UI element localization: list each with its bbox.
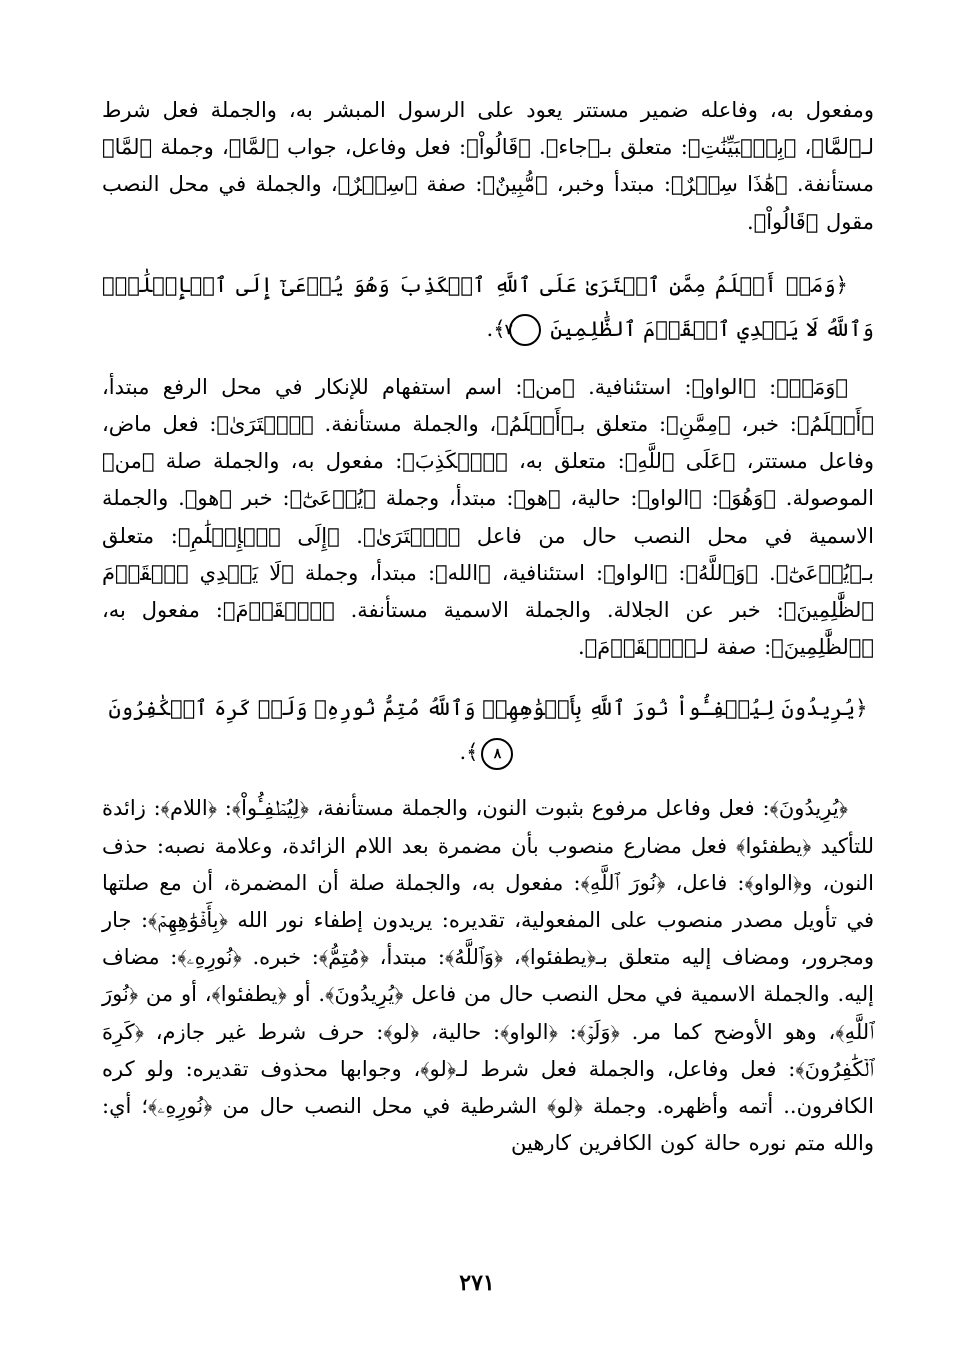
spacer [102,351,874,369]
verse-8-close: ﴾. [459,740,479,765]
page-number: ٢٧١ [459,1270,495,1296]
paragraph-verse6-analysis-end: ومفعول به، وفاعله ضمير مستتر يعود على الرسول المبشر به، والجملة فعل شرط لـ﴿لمَّا﴾، ﴿بِٱلۡبَيِّنَٰتِ﴾: متعلق بـ﴿جاء﴾. ﴿قَالُواْ﴾: فعل وفاعل، جواب ﴿لمَّا﴾، وجملة ﴿لمَّا﴾ مستأنفة. ﴿هَٰذَا سِحۡرٌ﴾: مبتدأ وخبر، ﴿مُّبِينٌ﴾: صفة ﴿سِحۡرٌ﴾، والجملة في محل النصب مقول ﴿قَالُواْ﴾. [102,98,874,234]
spacer [102,666,874,686]
paragraph-verse7-analysis: ﴿وَمَنۡ﴾: ﴿الواو﴾: استئنافية. ﴿من﴾: اسم استفهام للإنكار في محل الرفع مبتدأ، ﴿أَظۡلَمُ﴾: خبر، ﴿مِمَّنِ﴾: متعلق بـ﴿أَظۡلَمُ﴾، والجملة مستأنفة. ﴿ٱفۡتَرَىٰ﴾: فعل ماض، وفاعل مستتر، ﴿عَلَى ٱللَّهِ﴾: متعلق به، ﴿ٱلۡكَذِبَ﴾: مفعول به، والجملة صلة ﴿من﴾ الموصولة. ﴿وَهُوَ﴾: ﴿الواو﴾: حالية، ﴿هو﴾: مبتدأ، وجملة ﴿يُدۡعَىٰٓ﴾: خبر ﴿هو﴾. والجملة الاسمية في محل النصب حال من فاعل ﴿ٱفۡتَرَىٰ﴾. ﴿إِلَى ٱلۡإِسۡلَٰمِ﴾: متعلق بـ﴿يُدۡعَىٰٓ﴾. ﴿وَٱللَّهُ﴾: ﴿الواو﴾: استئنافية، ﴿الله﴾: مبتدأ، وجملة ﴿لَا يَهۡدِي ٱلۡقَوۡمَ ٱلظَّٰلِمِينَ﴾: خبر عن الجلالة. والجملة الاسمية مستأنفة. ﴿ٱلۡقَوۡمَ﴾: مفعول به، ﴿ٱلظَّٰلِمِينَ﴾: صفة لـ﴿ٱلۡقَوۡمَ﴾. [102,374,874,660]
verse-7-text: ﴿وَمَنۡ أَظۡلَمُ مِمَّنِ ٱفۡتَرَىٰ عَلَى ٱللَّهِ ٱلۡكَذِبَ وَهُوَ يُدۡعَىٰٓ إِلَى ٱلۡإِسۡلَٰمِۚ وَٱللَّهُ لَا يَهۡدِي ٱلۡقَوۡمَ ٱلظَّٰلِمِينَ [102,272,874,341]
verse-8-text: ﴿يُرِيدُونَ لِيُطۡفِـُٔواْ نُورَ ٱللَّهِ بِأَفۡوَٰهِهِمۡ وَٱللَّهُ مُتِمُّ نُورِهِۦ وَلَوۡ كَرِهَ ٱلۡكَٰفِرُونَ [108,696,868,721]
page-body [102,92,874,1162]
verse-7 [102,263,874,351]
paragraph-verse8-analysis: ﴿يُرِيدُونَ﴾: فعل وفاعل مرفوع بثبوت النون، والجملة مستأنفة، ﴿لِيُطۡفِـُٔواْ﴾: ﴿اللام﴾: زائدة للتأكيد ﴿يطفئوا﴾ فعل مضارع منصوب بأن مضمرة بعد اللام الزائدة، وعلامة نصبه: حذف النون، و﴿الواو﴾: فاعل، ﴿نُورَ ٱللَّهِ﴾: مفعول به، والجملة صلة أن المضمرة، أن مع صلتها في تأويل مصدر منصوب على المفعولية، تقديره: يريدون إطفاء نور الله ﴿بِأَفۡوَٰهِهِمۡ﴾: جار ومجرور، ومضاف إليه متعلق بـ﴿يطفئوا﴾، ﴿وَٱللَّهُ﴾: مبتدأ، ﴿مُتِمُّ﴾: خبره. ﴿نُورِهِۦ﴾: مضاف إليه. والجملة الاسمية في محل النصب حال من فاعل ﴿يُرِيدُونَ﴾. أو ﴿يطفئوا﴾، أو من ﴿نُورَ ٱللَّهِ﴾، وهو الأوضح كما مر. ﴿وَلَوۡ﴾: ﴿الواو﴾: حالية، ﴿لو﴾: حرف شرط غير جازم، ﴿كَرِهَ ٱلۡكَٰفِرُونَ﴾: فعل وفاعل، والجملة فعل شرط لـ﴿لو﴾، وجوابها محذوف تقديره: ولو كره الكافرون.. أتمه وأظهره. وجملة ﴿لو﴾ الشرطية في محل النصب حال من ﴿نُورِهِۦ﴾؛ أي: والله متم نوره حالة كون الكافرين كارهين [102,796,874,1156]
verse-number-8: ٨ [481,738,513,770]
spacer [102,774,874,790]
verse-8 [102,686,874,774]
verse-7-close: ﴾. [486,316,506,341]
verse-number-7: ٧ [509,314,541,346]
spacer [102,241,874,263]
